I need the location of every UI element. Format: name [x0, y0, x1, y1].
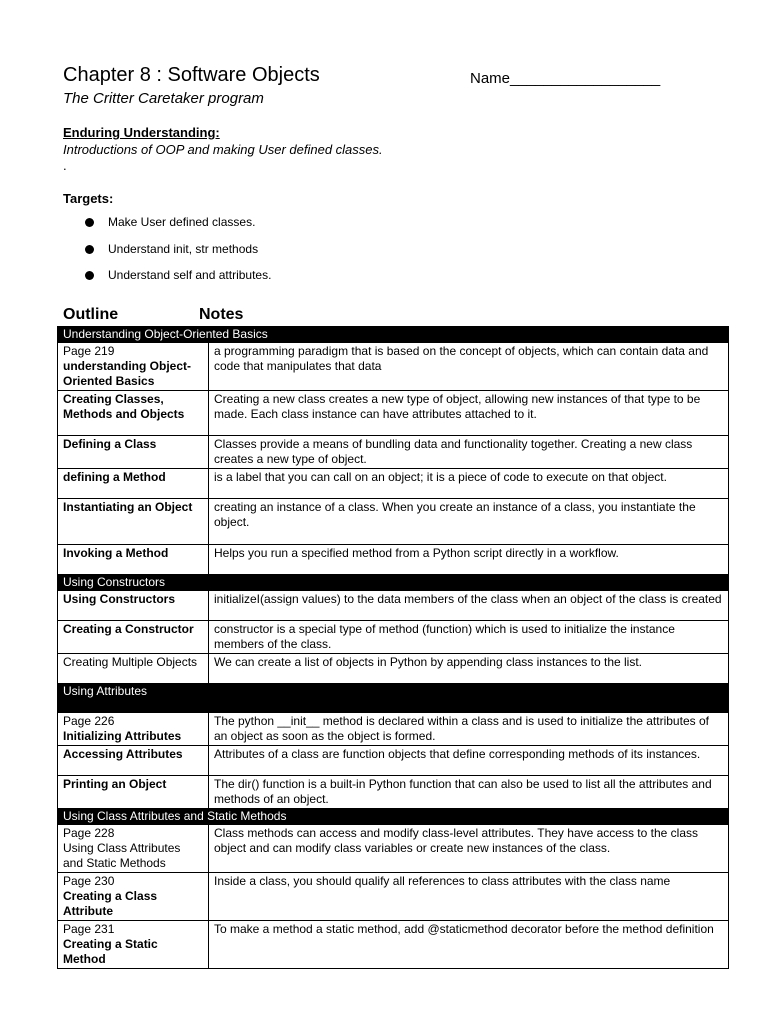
section-header-row	[58, 684, 729, 713]
outline-cell	[58, 873, 209, 921]
table-row	[58, 713, 729, 746]
outline-cell	[58, 713, 209, 746]
section-header-row	[58, 327, 729, 343]
note-cell: is a label that you can call on an object; it is a piece of code to execute on that object.	[209, 469, 729, 499]
page-ref: Page 231	[63, 922, 115, 936]
topic: Creating a Class Attribute	[63, 889, 158, 918]
note-cell: Inside a class, you should qualify all references to class attributes with the class name	[209, 873, 729, 921]
bullet-icon	[85, 271, 94, 280]
target-item	[85, 268, 271, 282]
target-text: Understand init, str methods	[108, 242, 259, 256]
topic: Instantiating an Object	[63, 500, 193, 514]
outline-cell	[58, 621, 209, 654]
target-text: Make User defined classes.	[108, 215, 256, 229]
topic: Defining a Class	[63, 437, 157, 451]
table-row	[58, 436, 729, 469]
page-subtitle: The Critter Caretaker program	[63, 90, 264, 107]
topic: Using Constructors	[63, 592, 176, 606]
page-ref: Page 226	[63, 714, 115, 728]
topic: Creating a Constructor	[63, 622, 194, 636]
note-cell: To make a method a static method, add @staticmethod decorator before the method definition	[209, 921, 729, 969]
page-title: Chapter 8 : Software Objects	[63, 64, 320, 86]
outline-cell	[58, 825, 209, 873]
table-row	[58, 654, 729, 684]
table-row	[58, 343, 729, 391]
note-cell: Classes provide a means of bundling data and functionality together. Creating a new class creates a new type of object.	[209, 436, 729, 469]
note-cell: Helps you run a specified method from a Python script directly in a workflow.	[209, 545, 729, 575]
outline-cell	[58, 591, 209, 621]
topic: Creating a Static Method	[63, 937, 158, 966]
section-header-row	[58, 575, 729, 591]
note-cell: Attributes of a class are function objects that define corresponding methods of its instances.	[209, 746, 729, 776]
enduring-understanding-text: Introductions of OOP and making User defined classes.	[63, 142, 383, 157]
page-ref: Page 228	[63, 826, 115, 840]
outline-cell	[58, 654, 209, 684]
enduring-understanding-heading: Enduring Understanding:	[63, 125, 220, 140]
outline-notes-table	[57, 326, 729, 969]
table-row	[58, 391, 729, 436]
topic: Invoking a Method	[63, 546, 169, 560]
notes-heading: Notes	[199, 306, 244, 323]
table-row	[58, 825, 729, 873]
topic: Using Class Attributes and Static Methods	[63, 841, 181, 870]
topic: Printing an Object	[63, 777, 167, 791]
outline-cell	[58, 391, 209, 436]
target-item	[85, 215, 255, 229]
topic: Initializing Attributes	[63, 729, 182, 743]
outline-heading: Outline	[63, 306, 119, 323]
outline-cell	[58, 469, 209, 499]
note-cell: Creating a new class creates a new type of object, allowing new instances of that type to be made. Each class instance can have attributes attached to it.	[209, 391, 729, 436]
section-title: Using Class Attributes and Static Methods	[58, 809, 729, 825]
outline-cell	[58, 776, 209, 809]
stray-dot: .	[63, 158, 67, 173]
table-row	[58, 469, 729, 499]
section-title: Using Constructors	[58, 575, 729, 591]
page-ref: Page 230	[63, 874, 115, 888]
table-row	[58, 499, 729, 545]
note-cell: creating an instance of a class. When you create an instance of a class, you instantiate the object.	[209, 499, 729, 545]
note-cell: Class methods can access and modify class-level attributes. They have access to the class object and can modify class variables or create new instances of the class.	[209, 825, 729, 873]
note-cell: constructor is a special type of method (function) which is used to initialize the instance members of the class.	[209, 621, 729, 654]
outline-cell	[58, 921, 209, 969]
table-row	[58, 873, 729, 921]
table-row	[58, 591, 729, 621]
targets-heading: Targets:	[63, 191, 114, 206]
note-cell: We can create a list of objects in Python by appending class instances to the list.	[209, 654, 729, 684]
bullet-icon	[85, 245, 94, 254]
section-title: Understanding Object-Oriented Basics	[58, 327, 729, 343]
note-cell: initializeI(assign values) to the data members of the class when an object of the class is created	[209, 591, 729, 621]
topic: Accessing Attributes	[63, 747, 183, 761]
outline-cell	[58, 746, 209, 776]
page-ref: Page 219	[63, 344, 115, 358]
table-row	[58, 776, 729, 809]
topic: Creating Classes, Methods and Objects	[63, 392, 185, 421]
section-header-row	[58, 809, 729, 825]
outline-cell	[58, 499, 209, 545]
table-row	[58, 746, 729, 776]
note-cell: a programming paradigm that is based on the concept of objects, which can contain data and code that manipulates that data	[209, 343, 729, 391]
table-row	[58, 921, 729, 969]
topic: defining a Method	[63, 470, 166, 484]
topic: understanding Object-Oriented Basics	[63, 359, 192, 388]
table-row	[58, 545, 729, 575]
note-cell: The python __init__ method is declared within a class and is used to initialize the attributes of an object as soon as the object is formed.	[209, 713, 729, 746]
outline-cell	[58, 436, 209, 469]
section-title: Using Attributes	[58, 684, 729, 713]
table-row	[58, 621, 729, 654]
topic: Creating Multiple Objects	[63, 655, 198, 669]
target-item	[85, 242, 258, 256]
outline-cell	[58, 343, 209, 391]
name-field: Name__________________	[470, 70, 661, 87]
target-text: Understand self and attributes.	[108, 268, 272, 282]
bullet-icon	[85, 218, 94, 227]
note-cell: The dir() function is a built-in Python function that can also be used to list all the attributes and methods of an object.	[209, 776, 729, 809]
outline-cell	[58, 545, 209, 575]
